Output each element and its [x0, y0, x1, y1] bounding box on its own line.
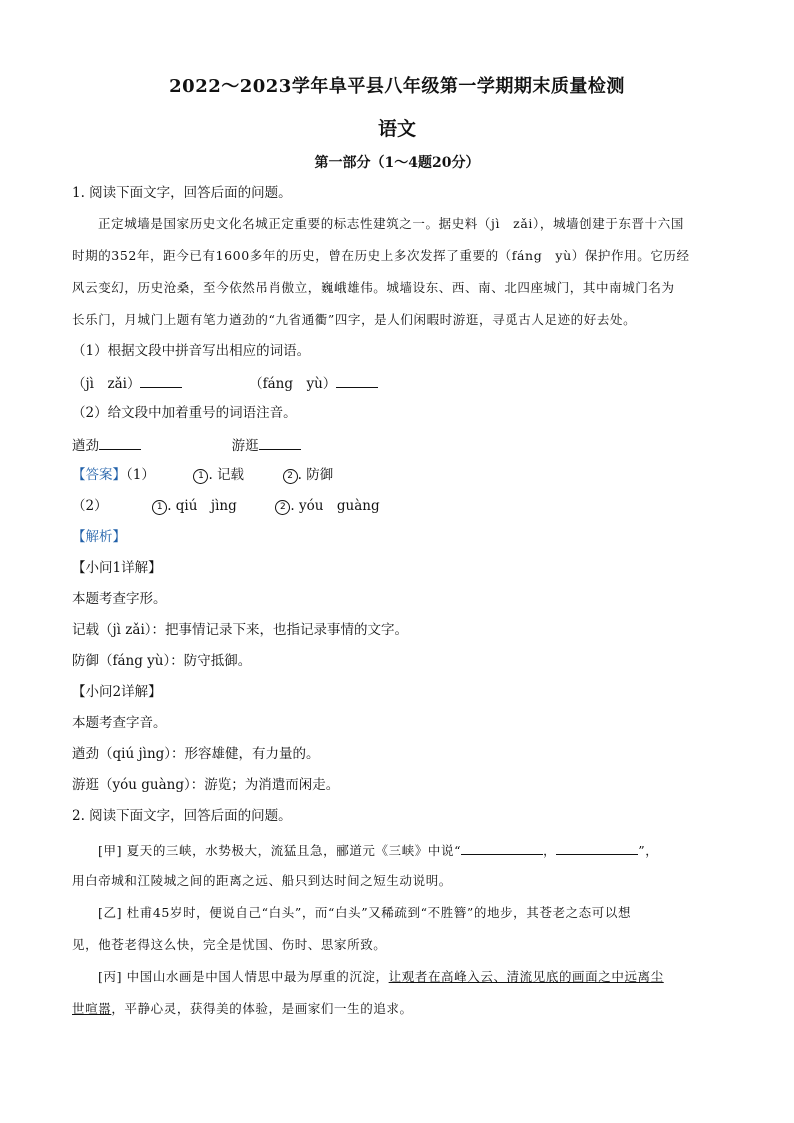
- jia-text: [甲] 夏天的三峡，水势极大，流猛且急，郦道元《三峡》中说“: [98, 843, 462, 858]
- subject-title: 语文: [377, 118, 416, 140]
- circled-number: 1: [193, 469, 208, 484]
- section-heading: 第一部分（1～4题20分）: [314, 155, 480, 171]
- q2-stem: 2. 阅读下面文字，回答后面的问题。: [72, 808, 292, 824]
- answer-value: . qiú jìng: [167, 498, 237, 514]
- q1-sub1-blanks: [72, 373, 378, 393]
- q1-passage-line: 时期的352年，距今已有1600多年的历史，曾在历史上多次发挥了重要的（fáng yù）保护作用。它历经: [72, 248, 690, 263]
- answer-num: （2）: [72, 498, 108, 514]
- exam-title: 2022～2023学年阜平县八年级第一学期期末质量检测: [169, 76, 625, 97]
- q1-passage-line: 正定城墙是国家历史文化名城正定重要的标志性建筑之一。据史料（jì zǎi），城墙创建于东晋十六国: [98, 216, 684, 231]
- answer-num: （1）: [126, 467, 155, 483]
- underlined-sentence: 世喧嚣: [72, 1001, 112, 1016]
- q1-sub2-prompt: （2）给文段中加着重号的词语注音。: [72, 405, 297, 421]
- q2-jia-line: [98, 840, 658, 860]
- detail1-line: 防御（fáng yù）：防守抵御。: [72, 653, 252, 669]
- bing-text: [丙] 中国山水画是中国人情思中最为厚重的沉淀，: [98, 969, 389, 984]
- answer-line-2: [72, 497, 380, 515]
- answer-value: . yóu guàng: [290, 498, 380, 514]
- analysis-label: 【解析】: [72, 529, 126, 545]
- answer-line-1: [72, 466, 333, 484]
- pinyin-prompt-b: （fáng yù）: [249, 376, 337, 392]
- pinyin-prompt-a: （jì zǎi）: [72, 376, 141, 392]
- answer-blank: [99, 435, 141, 450]
- q2-jia-line: 用白帝城和江陵城之间的距离之远、船只到达时间之短生动说明。: [72, 873, 452, 888]
- circled-number: 1: [152, 500, 167, 515]
- q1-passage-line: 风云变幻，历史沧桑，至今依然吊肖傲立，巍峨雄伟。城墙设东、西、南、北四座城门，其中南城门名为: [72, 280, 675, 295]
- answer-value: . 防御: [297, 467, 334, 483]
- q1-stem: 1. 阅读下面文字，回答后面的问题。: [72, 185, 292, 201]
- detail2-line: 游逛（yóu guàng）：游览；为消遣而闲走。: [72, 777, 340, 793]
- q1-sub1-prompt: （1）根据文段中拼音写出相应的词语。: [72, 343, 311, 359]
- answer-blank: [140, 373, 182, 388]
- jia-comma: ，: [543, 843, 557, 858]
- bing-text: ，平静心灵，获得美的体验，是画家们一生的追求。: [111, 1001, 413, 1016]
- answer-blank: [461, 840, 543, 855]
- answer-blank: [336, 373, 378, 388]
- detail2-text: 本题考查字音。: [72, 715, 167, 731]
- detail1-label: 【小问1详解】: [72, 560, 162, 576]
- circled-number: 2: [283, 469, 298, 484]
- q1-passage-line: 长乐门，月城门上题有笔力遒劲的“九省通衢”四字，是人们闲暇时游逛，寻觅古人足迹的好去处。: [72, 312, 637, 327]
- answer-blank: [259, 435, 301, 450]
- q2-bing-line: [72, 1000, 413, 1018]
- answer-label: 【答案】: [72, 467, 126, 483]
- detail1-text: 本题考查字形。: [72, 591, 167, 607]
- underlined-sentence: 让观者在高峰入云、清流见底的画面之中远离尘: [388, 969, 664, 984]
- q2-bing-line: [98, 968, 664, 986]
- q1-sub2-blanks: [72, 435, 301, 455]
- circled-number: 2: [275, 500, 290, 515]
- jia-end: ”，: [638, 843, 659, 858]
- detail2-label: 【小问2详解】: [72, 684, 162, 700]
- q2-yi-line: 见，他苍老得这么快，完全是忧国、伤时、思家所致。: [72, 937, 387, 952]
- word-prompt-b: 游逛: [231, 438, 259, 454]
- detail1-line: 记载（jì zǎi）：把事情记录下来，也指记录事情的文字。: [72, 622, 409, 638]
- word-prompt-a: 遒劲: [72, 438, 99, 454]
- answer-value: . 记载: [208, 467, 245, 483]
- answer-blank: [556, 840, 638, 855]
- q2-yi-line: [乙] 杜甫45岁时，便说自己“白头”，而“白头”又稀疏到“不胜簪”的地步，其苍老之态可以想: [98, 905, 632, 920]
- detail2-line: 遒劲（qiú jìng）：形容雄健，有力量的。: [72, 746, 320, 762]
